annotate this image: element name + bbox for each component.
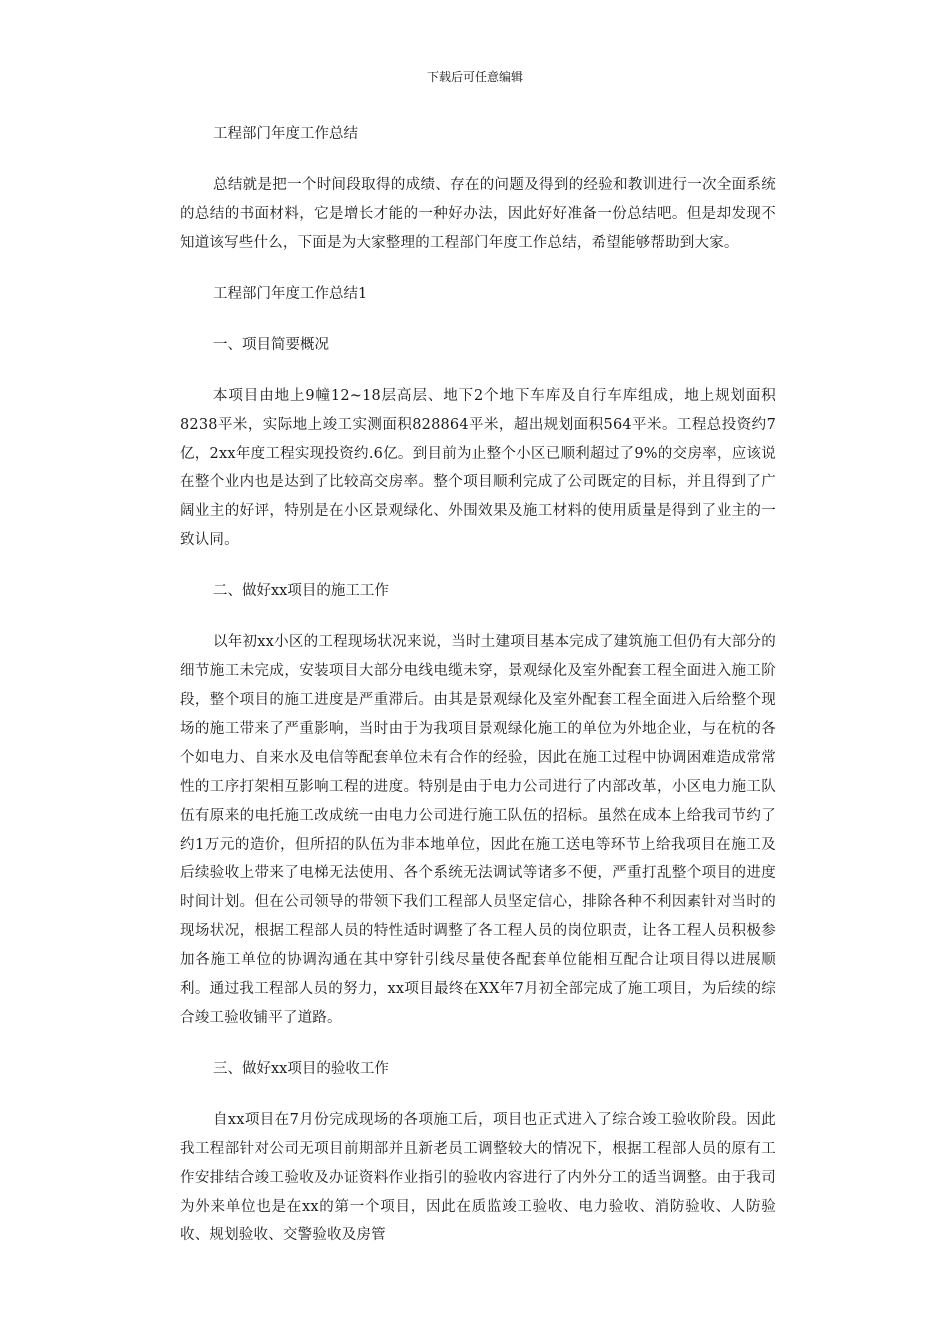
section-1-paragraph: 本项目由地上9幢12~18层高层、地下2个地下车库及自行车库组成，地上规划面积8238平米，实际地上竣工实测面积828864平米，超出规划面积564平米。工程总投资约7亿，2xx年度工程实现投资约.6亿。到目前为止整个小区已顺利超过了9%的交房率，应该说在整个业内也是达到了比较高交房率。整个项目顺利完成了公司既定的目标，并且得到了广阔业主的好评，特别是在小区景观绿化、外围效果及施工材料的使用质量是得到了业主的一致认同。 — [180, 387, 776, 549]
document-subtitle: 工程部门年度工作总结1 — [213, 285, 368, 302]
download-note: 下载后可任意编辑 — [426, 70, 523, 84]
document-title: 工程部门年度工作总结 — [213, 126, 358, 142]
section-3-paragraph: 自xx项目在7月份完成现场的各项施工后，项目也正式进入了综合竣工验收阶段。因此我工程部针对公司无项目前期部并且新老员工调整较大的情况下，根据工程部人员的原有工作安排结合竣工验收及办证资料作业指引的验收内容进行了内外分工的适当调整。由于我司为外来单位也是在xx的第一个项目，因此在质监竣工验收、电力验收、消防验收、人防验收、规划验收、交警验收及房管 — [180, 1111, 776, 1244]
section-1-heading: 一、项目简要概况 — [213, 336, 329, 353]
document-body — [180, 120, 776, 1272]
intro-paragraph: 总结就是把一个时间段取得的成绩、存在的问题及得到的经验和教训进行一次全面系统的总结的书面材料，它是增长才能的一种好办法，因此好好准备一份总结吧。但是却发现不知道该写些什么，下面是为大家整理的工程部门年度工作总结，希望能够帮助到大家。 — [180, 177, 776, 251]
section-2-paragraph: 以年初xx小区的工程现场状况来说，当时土建项目基本完成了建筑施工但仍有大部分的细节施工未完成，安装项目大部分电线电缆未穿，景观绿化及室外配套工程全面进入施工阶段，整个项目的施工进度是严重滞后。由其是景观绿化及室外配套工程全面进入后给整个现场的施工带来了严重影响，当时由于为我项目景观绿化施工的单位为外地企业，与在杭的各个如电力、自来水及电信等配套单位未有合作的经验，因此在施工过程中协调困难造成常常性的工序打架相互影响工程的进度。特别是由于电力公司进行了内部改革，小区电力施工队伍有原来的电托施工改成统一由电力公司进行施工队伍的招标。虽然在成本上给我司节约了约1万元的造价，但所招的队伍为非本地单位，因此在施工送电等环节上给我项目在施工及后续验收上带来了电梯无法使用、各个系统无法调试等诸多不便，严重打乱整个项目的进度时间计划。但在公司领导的带领下我们工程部人员坚定信心，排除各种不利因素针对当时的现场状况，根据工程部人员的特性适时调整了各工程人员的岗位职责，让各工程人员积极参加各施工单位的协调沟通在其中穿针引线尽量使各配套单位能相互配合让项目得以进展顺利。通过我工程部人员的努力，xx项目最终在XX年7月初全部完成了施工项目，为后续的综合竣工验收铺平了道路。 — [180, 634, 776, 1026]
section-3-heading: 三、做好xx项目的验收工作 — [213, 1060, 389, 1077]
section-2-heading: 二、做好xx项目的施工工作 — [213, 583, 389, 600]
